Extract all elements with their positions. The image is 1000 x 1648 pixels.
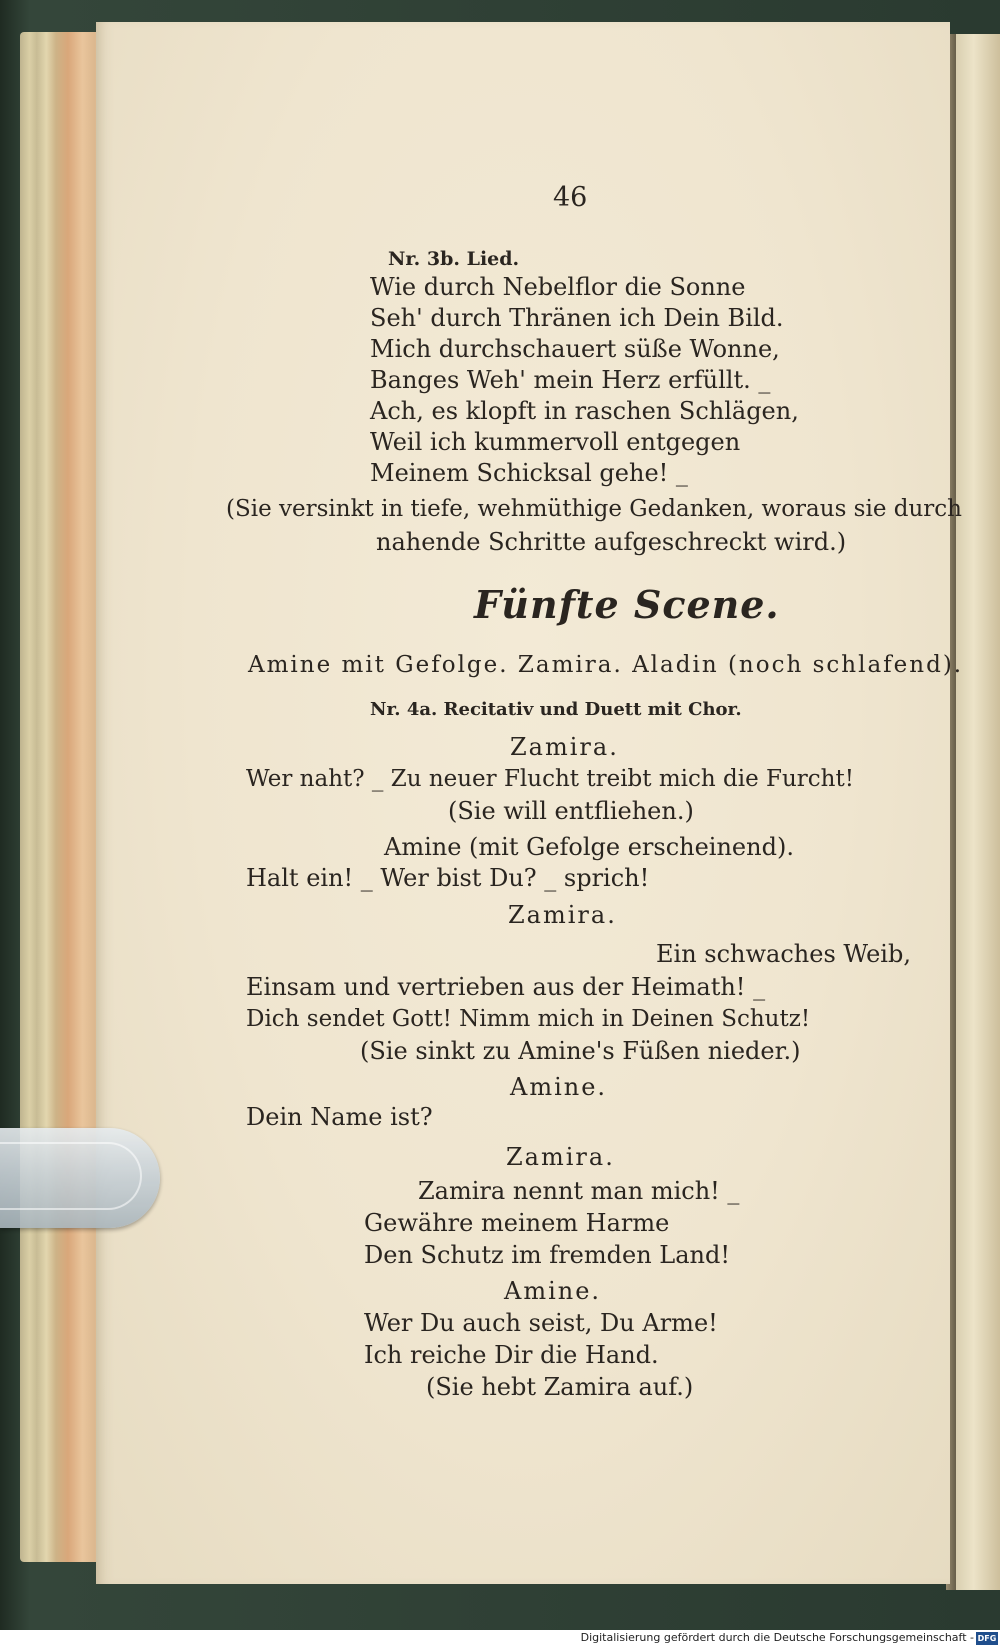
speaker-name: Amine.: [504, 1277, 602, 1305]
dialogue-line: Ich reiche Dir die Hand.: [364, 1341, 659, 1369]
song-line: Weil ich kummervoll entgegen: [370, 428, 741, 456]
speaker-name: Amine (mit Gefolge erscheinend).: [384, 833, 794, 861]
next-page-edge: [956, 34, 1000, 1590]
stage-direction: (Sie versinkt in tiefe, wehmüthige Gedanken, woraus sie durch: [226, 496, 962, 522]
dialogue-line: Halt ein! _ Wer bist Du? _ sprich!: [246, 864, 650, 892]
dialogue-line: Einsam und vertrieben aus der Heimath! _: [246, 973, 766, 1001]
stage-direction: nahende Schritte aufgeschreckt wird.): [376, 528, 847, 556]
stage-direction: (Sie hebt Zamira auf.): [426, 1373, 694, 1401]
number-header: Nr. 4a. Recitativ und Duett mit Chor.: [370, 699, 742, 720]
stage-direction: (Sie will entfliehen.): [448, 797, 694, 825]
dialogue-line: Den Schutz im fremden Land!: [364, 1241, 730, 1269]
cast-line: Amine mit Gefolge. Zamira. Aladin (noch schlafend).: [248, 652, 964, 678]
speaker-name: Amine.: [510, 1073, 608, 1101]
dialogue-line: Dich sendet Gott! Nimm mich in Deinen Schutz!: [246, 1006, 811, 1032]
speaker-name: Zamira.: [510, 733, 619, 761]
song-line: Banges Weh' mein Herz erfüllt. _: [370, 366, 771, 394]
song-line: Ach, es klopft in raschen Schlägen,: [370, 397, 799, 425]
dialogue-line: Zamira nennt man mich! _: [418, 1177, 740, 1205]
page-clip-highlight: [0, 1142, 142, 1210]
speaker-name: Zamira.: [508, 901, 617, 929]
speaker-name: Zamira.: [506, 1143, 615, 1171]
dialogue-line: Wer naht? _ Zu neuer Flucht treibt mich die Furcht!: [246, 766, 854, 792]
scene-title: Fünfte Scene.: [474, 582, 780, 627]
dialogue-line: Dein Name ist?: [246, 1103, 433, 1131]
dialogue-line: Gewähre meinem Harme: [364, 1209, 670, 1237]
dfg-logo: DFG: [977, 1634, 997, 1643]
page-number: 46: [553, 182, 588, 213]
stage-direction: (Sie sinkt zu Amine's Füßen nieder.): [360, 1037, 801, 1065]
song-line: Mich durchschauert süße Wonne,: [370, 335, 780, 363]
song-header: Nr. 3b. Lied.: [388, 248, 520, 270]
dialogue-line: Wer Du auch seist, Du Arme!: [364, 1309, 718, 1337]
footer-credit: Digitalisierung gefördert durch die Deutsche Forschungsgemeinschaft -: [580, 1631, 974, 1644]
dialogue-line: Ein schwaches Weib,: [656, 940, 911, 968]
song-line: Wie durch Nebelflor die Sonne: [370, 273, 746, 301]
song-line: Meinem Schicksal gehe! _: [370, 459, 688, 487]
song-line: Seh' durch Thränen ich Dein Bild.: [370, 304, 784, 332]
